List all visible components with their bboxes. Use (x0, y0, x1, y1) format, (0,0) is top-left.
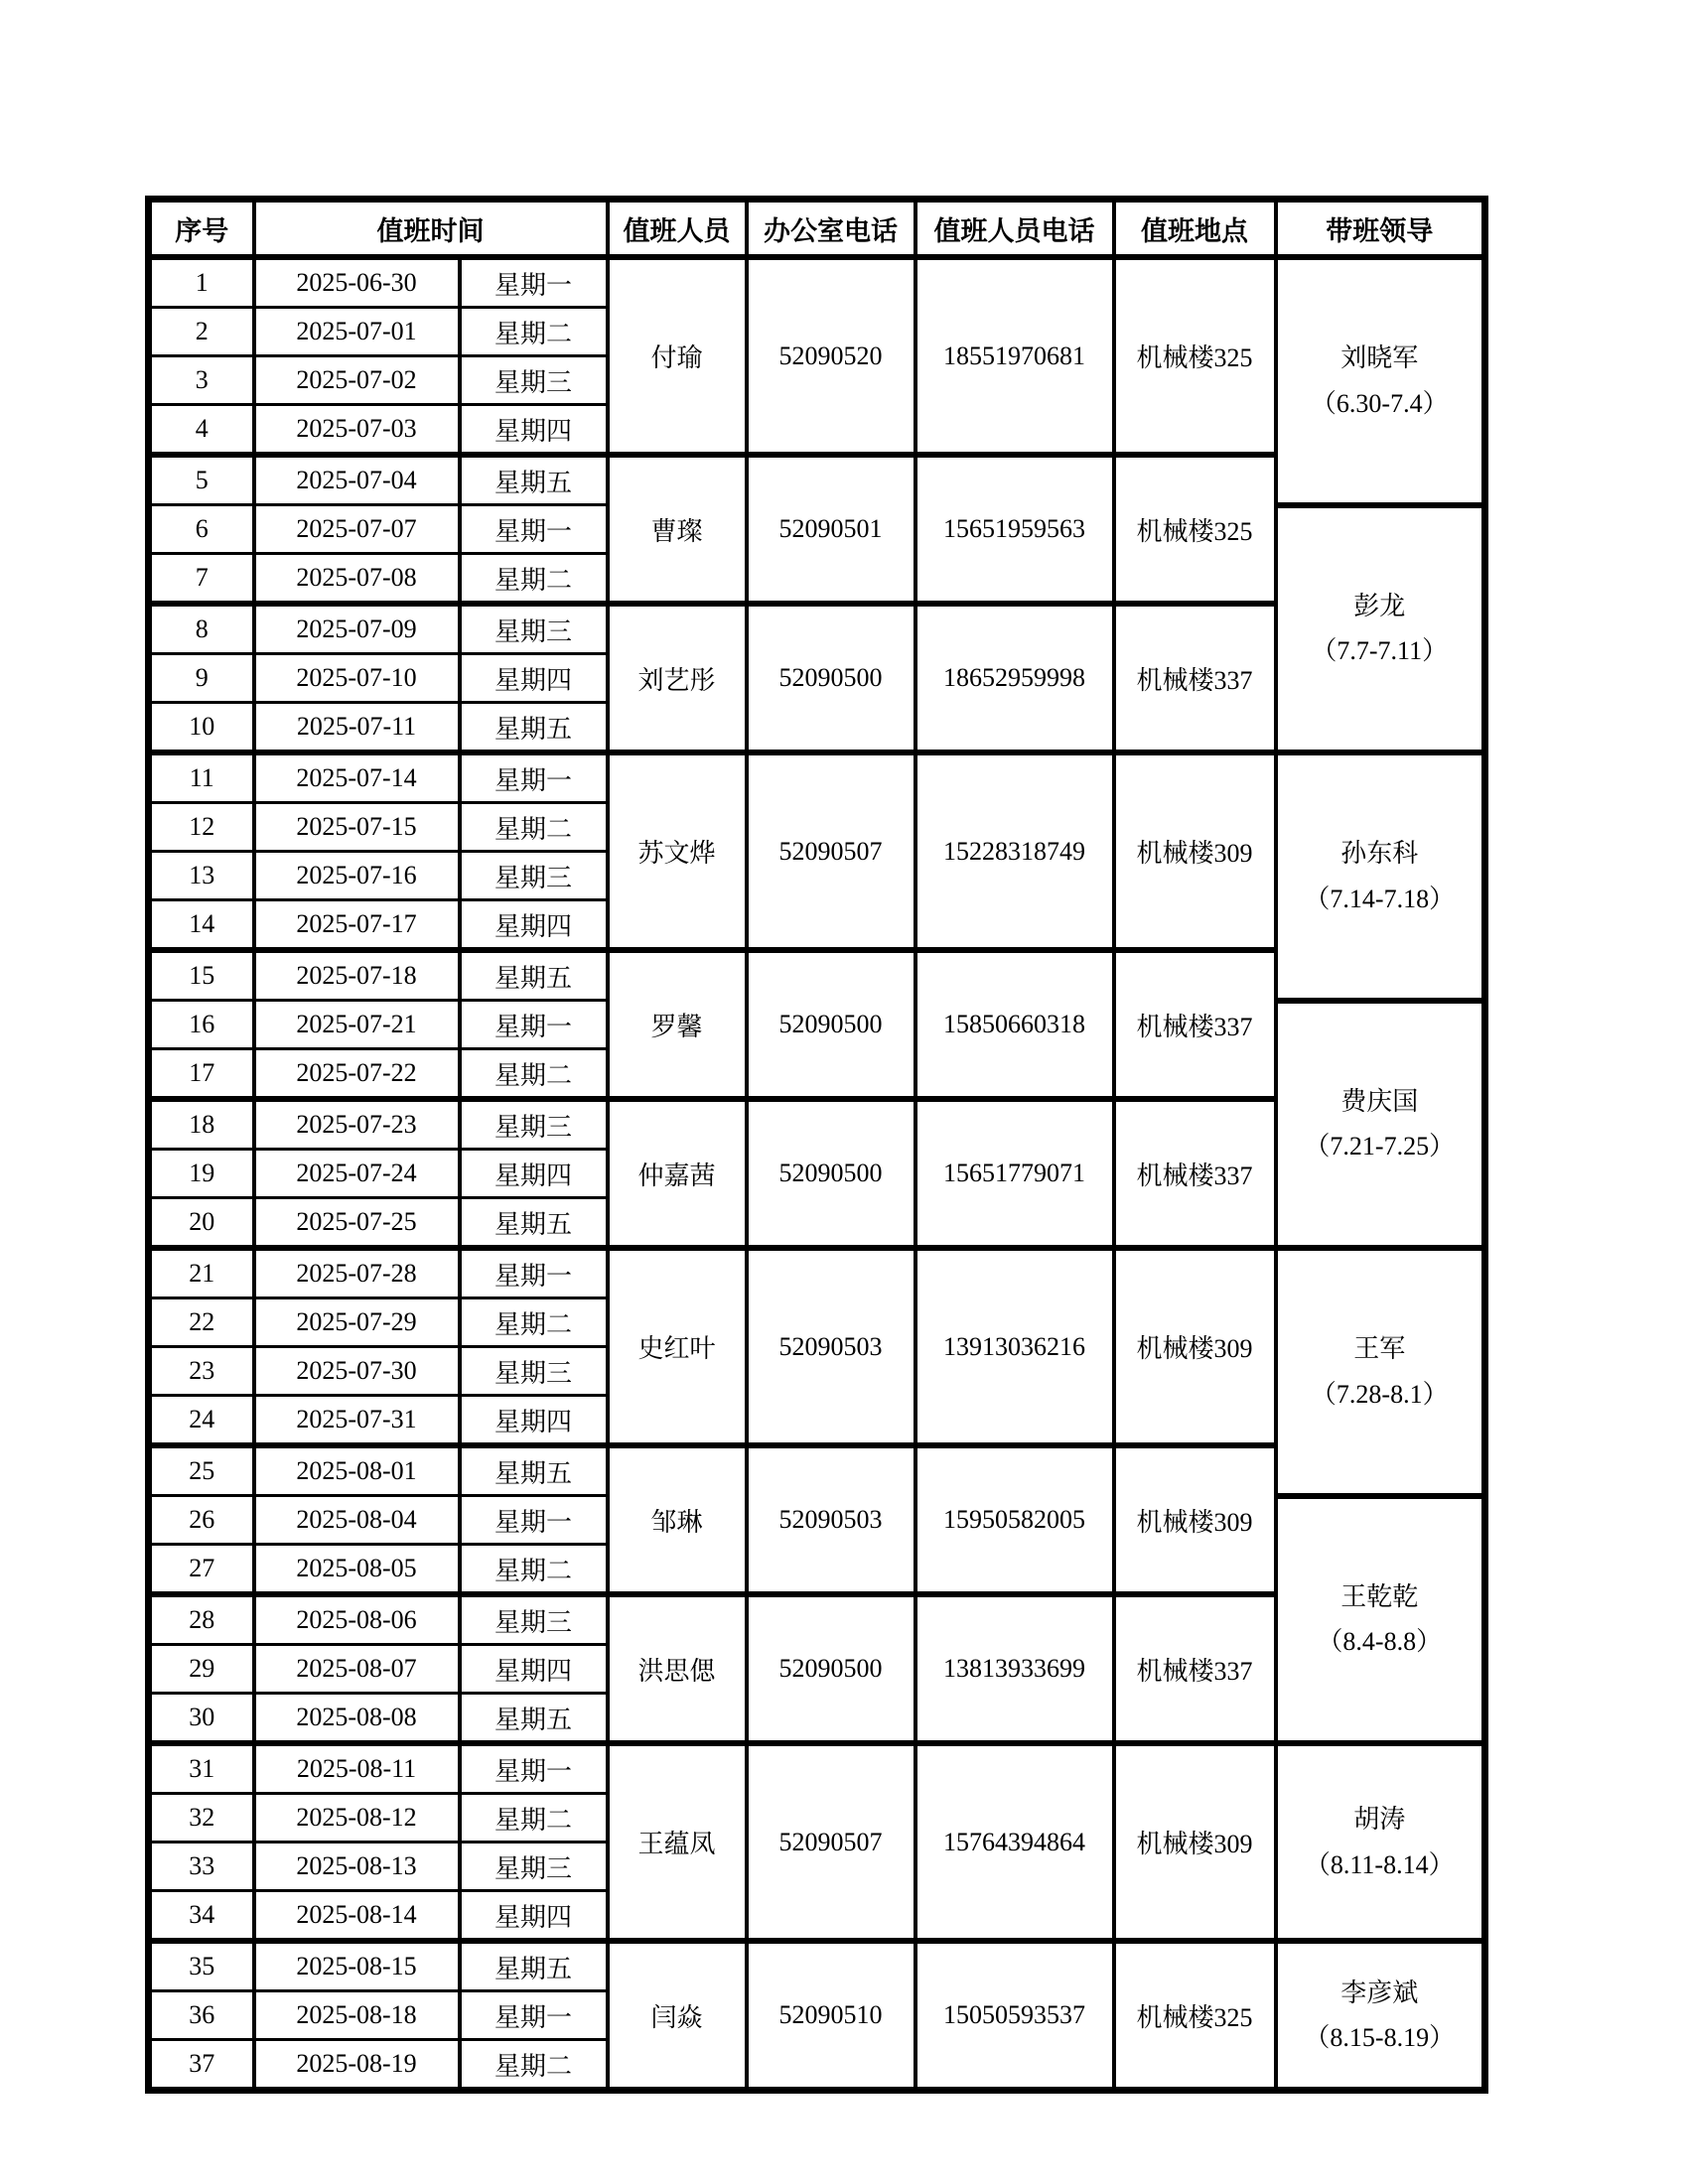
duty-location-cell: 机械楼325 (1114, 1941, 1276, 2091)
leader-date-range: （7.28-8.1） (1310, 1379, 1449, 1409)
duty-person-cell: 仲嘉茜 (608, 1099, 747, 1248)
duty-date-cell: 2025-08-01 (254, 1445, 460, 1496)
office-phone-cell: 52090500 (747, 1594, 915, 1743)
leader-date-range: （8.11-8.14） (1304, 1849, 1455, 1879)
duty-date-cell: 2025-07-22 (254, 1049, 460, 1100)
leader-cell (1276, 257, 1485, 505)
duty-date-cell: 2025-07-23 (254, 1099, 460, 1150)
duty-date-cell: 2025-06-30 (254, 257, 460, 308)
duty-date-cell: 2025-07-17 (254, 900, 460, 951)
duty-location-cell: 机械楼309 (1114, 1248, 1276, 1445)
row-index-cell: 23 (149, 1347, 254, 1396)
weekday-cell: 星期一 (460, 752, 608, 803)
weekday-cell: 星期四 (460, 1891, 608, 1942)
weekday-cell: 星期二 (460, 2040, 608, 2091)
duty-location-cell: 机械楼337 (1114, 1594, 1276, 1743)
office-phone-cell: 52090507 (747, 752, 915, 950)
duty-date-cell: 2025-08-12 (254, 1794, 460, 1843)
person-phone-cell: 13813933699 (915, 1594, 1114, 1743)
row-index-cell: 30 (149, 1694, 254, 1744)
row-index-cell: 36 (149, 1991, 254, 2040)
row-index-cell: 26 (149, 1496, 254, 1545)
duty-date-cell: 2025-07-30 (254, 1347, 460, 1396)
weekday-cell: 星期三 (460, 1099, 608, 1150)
person-phone-cell: 15651959563 (915, 455, 1114, 604)
header-row (149, 200, 1485, 258)
row-index-cell: 15 (149, 950, 254, 1001)
weekday-cell: 星期四 (460, 654, 608, 703)
duty-date-cell: 2025-08-08 (254, 1694, 460, 1744)
duty-date-cell: 2025-08-18 (254, 1991, 460, 2040)
header-office-phone: 办公室电话 (747, 200, 915, 258)
duty-location-cell: 机械楼325 (1114, 257, 1276, 455)
duty-date-cell: 2025-08-13 (254, 1843, 460, 1891)
leader-name: 彭龙 (1353, 591, 1406, 620)
duty-date-cell: 2025-07-03 (254, 405, 460, 456)
weekday-cell: 星期二 (460, 1049, 608, 1100)
duty-date-cell: 2025-07-14 (254, 752, 460, 803)
weekday-cell: 星期五 (460, 1445, 608, 1496)
duty-person-cell: 曹璨 (608, 455, 747, 604)
row-index-cell: 37 (149, 2040, 254, 2091)
leader-name: 刘晓军 (1340, 343, 1419, 373)
leader-name: 王乾乾 (1340, 1581, 1419, 1611)
office-phone-cell: 52090500 (747, 604, 915, 752)
weekday-cell: 星期五 (460, 1694, 608, 1744)
weekday-cell: 星期一 (460, 1991, 608, 2040)
weekday-cell: 星期三 (460, 356, 608, 405)
office-phone-cell: 52090507 (747, 1743, 915, 1941)
weekday-cell: 星期四 (460, 405, 608, 456)
duty-date-cell: 2025-08-05 (254, 1545, 460, 1595)
weekday-cell: 星期二 (460, 308, 608, 356)
duty-date-cell: 2025-08-07 (254, 1645, 460, 1694)
weekday-cell: 星期三 (460, 604, 608, 654)
header-person-phone: 值班人员电话 (915, 200, 1114, 258)
duty-date-cell: 2025-07-31 (254, 1396, 460, 1446)
weekday-cell: 星期五 (460, 1941, 608, 1991)
leader-cell (1276, 1496, 1485, 1744)
row-index-cell: 9 (149, 654, 254, 703)
duty-date-cell: 2025-07-16 (254, 852, 460, 900)
weekday-cell: 星期二 (460, 554, 608, 605)
row-index-cell: 13 (149, 852, 254, 900)
leader-cell (1276, 752, 1485, 1001)
row-index-cell: 3 (149, 356, 254, 405)
row-index-cell: 31 (149, 1743, 254, 1794)
row-index-cell: 25 (149, 1445, 254, 1496)
leader-date-range: （7.14-7.18） (1304, 884, 1456, 913)
duty-person-cell: 苏文烨 (608, 752, 747, 950)
office-phone-cell: 52090500 (747, 950, 915, 1099)
person-phone-cell: 13913036216 (915, 1248, 1114, 1445)
office-phone-cell: 52090503 (747, 1248, 915, 1445)
header-duty-person: 值班人员 (608, 200, 747, 258)
duty-date-cell: 2025-07-09 (254, 604, 460, 654)
row-index-cell: 1 (149, 257, 254, 308)
duty-date-cell: 2025-08-14 (254, 1891, 460, 1942)
duty-date-cell: 2025-07-21 (254, 1001, 460, 1049)
duty-date-cell: 2025-08-11 (254, 1743, 460, 1794)
table-row (149, 1941, 1485, 1991)
leader-date-range: （8.15-8.19） (1304, 2023, 1456, 2052)
duty-date-cell: 2025-07-11 (254, 703, 460, 753)
duty-date-cell: 2025-07-01 (254, 308, 460, 356)
row-index-cell: 29 (149, 1645, 254, 1694)
leader-date-range: （8.4-8.8） (1317, 1627, 1443, 1657)
weekday-cell: 星期一 (460, 1743, 608, 1794)
duty-location-cell: 机械楼309 (1114, 1445, 1276, 1594)
header-index: 序号 (149, 200, 254, 258)
office-phone-cell: 52090503 (747, 1445, 915, 1594)
row-index-cell: 20 (149, 1198, 254, 1249)
leader-name: 胡涛 (1353, 1805, 1406, 1834)
duty-date-cell: 2025-07-10 (254, 654, 460, 703)
table-row (149, 257, 1485, 308)
duty-date-cell: 2025-07-25 (254, 1198, 460, 1249)
weekday-cell: 星期一 (460, 1496, 608, 1545)
header-duty-location: 值班地点 (1114, 200, 1276, 258)
row-index-cell: 5 (149, 455, 254, 505)
duty-date-cell: 2025-07-15 (254, 803, 460, 852)
leader-date-range: （7.7-7.11） (1311, 636, 1449, 666)
person-phone-cell: 15850660318 (915, 950, 1114, 1099)
row-index-cell: 6 (149, 505, 254, 554)
person-phone-cell: 15764394864 (915, 1743, 1114, 1941)
row-index-cell: 8 (149, 604, 254, 654)
duty-location-cell: 机械楼337 (1114, 950, 1276, 1099)
duty-location-cell: 机械楼309 (1114, 752, 1276, 950)
weekday-cell: 星期三 (460, 1347, 608, 1396)
duty-date-cell: 2025-07-08 (254, 554, 460, 605)
weekday-cell: 星期二 (460, 1794, 608, 1843)
leader-date-range: （6.30-7.4） (1310, 388, 1449, 418)
leader-cell (1276, 1743, 1485, 1941)
weekday-cell: 星期一 (460, 1001, 608, 1049)
duty-location-cell: 机械楼337 (1114, 1099, 1276, 1248)
duty-date-cell: 2025-08-06 (254, 1594, 460, 1645)
duty-date-cell: 2025-08-04 (254, 1496, 460, 1545)
leader-cell (1276, 1248, 1485, 1496)
row-index-cell: 18 (149, 1099, 254, 1150)
weekday-cell: 星期三 (460, 852, 608, 900)
duty-date-cell: 2025-07-07 (254, 505, 460, 554)
person-phone-cell: 15651779071 (915, 1099, 1114, 1248)
leader-name: 孙东科 (1340, 839, 1419, 869)
row-index-cell: 10 (149, 703, 254, 753)
row-index-cell: 2 (149, 308, 254, 356)
row-index-cell: 14 (149, 900, 254, 951)
weekday-cell: 星期五 (460, 950, 608, 1001)
leader-name: 王军 (1353, 1334, 1406, 1364)
duty-location-cell: 机械楼337 (1114, 604, 1276, 752)
row-index-cell: 19 (149, 1150, 254, 1198)
duty-person-cell: 罗馨 (608, 950, 747, 1099)
person-phone-cell: 15050593537 (915, 1941, 1114, 2091)
duty-person-cell: 邹琳 (608, 1445, 747, 1594)
duty-date-cell: 2025-07-02 (254, 356, 460, 405)
duty-location-cell: 机械楼309 (1114, 1743, 1276, 1941)
leader-cell (1276, 1941, 1485, 2091)
duty-schedule-table (145, 196, 1488, 2094)
row-index-cell: 21 (149, 1248, 254, 1298)
person-phone-cell: 18652959998 (915, 604, 1114, 752)
weekday-cell: 星期四 (460, 1150, 608, 1198)
weekday-cell: 星期四 (460, 1645, 608, 1694)
row-index-cell: 17 (149, 1049, 254, 1100)
person-phone-cell: 15950582005 (915, 1445, 1114, 1594)
weekday-cell: 星期四 (460, 1396, 608, 1446)
person-phone-cell: 18551970681 (915, 257, 1114, 455)
row-index-cell: 16 (149, 1001, 254, 1049)
weekday-cell: 星期五 (460, 1198, 608, 1249)
weekday-cell: 星期二 (460, 1298, 608, 1347)
row-index-cell: 12 (149, 803, 254, 852)
schedule-table-body (149, 257, 1485, 2091)
row-index-cell: 27 (149, 1545, 254, 1595)
weekday-cell: 星期二 (460, 1545, 608, 1595)
weekday-cell: 星期一 (460, 1248, 608, 1298)
row-index-cell: 11 (149, 752, 254, 803)
weekday-cell: 星期一 (460, 505, 608, 554)
duty-person-cell: 王蕴凤 (608, 1743, 747, 1941)
row-index-cell: 4 (149, 405, 254, 456)
row-index-cell: 32 (149, 1794, 254, 1843)
leader-name: 费庆国 (1340, 1086, 1419, 1116)
office-phone-cell: 52090500 (747, 1099, 915, 1248)
duty-date-cell: 2025-07-04 (254, 455, 460, 505)
duty-date-cell: 2025-07-29 (254, 1298, 460, 1347)
table-row (149, 1743, 1485, 1794)
header-duty-time: 值班时间 (254, 200, 608, 258)
table-row (149, 752, 1485, 803)
leader-cell (1276, 505, 1485, 753)
leader-cell (1276, 1001, 1485, 1249)
leader-name: 李彦斌 (1340, 1978, 1419, 2007)
row-index-cell: 33 (149, 1843, 254, 1891)
duty-date-cell: 2025-07-28 (254, 1248, 460, 1298)
duty-person-cell: 洪思偲 (608, 1594, 747, 1743)
duty-person-cell: 史红叶 (608, 1248, 747, 1445)
row-index-cell: 7 (149, 554, 254, 605)
duty-date-cell: 2025-07-24 (254, 1150, 460, 1198)
duty-date-cell: 2025-07-18 (254, 950, 460, 1001)
leader-date-range: （7.21-7.25） (1304, 1132, 1456, 1161)
duty-person-cell: 闫焱 (608, 1941, 747, 2091)
row-index-cell: 34 (149, 1891, 254, 1942)
weekday-cell: 星期五 (460, 703, 608, 753)
weekday-cell: 星期三 (460, 1843, 608, 1891)
duty-location-cell: 机械楼325 (1114, 455, 1276, 604)
office-phone-cell: 52090510 (747, 1941, 915, 2091)
table-row (149, 1248, 1485, 1298)
header-leader: 带班领导 (1276, 200, 1485, 258)
weekday-cell: 星期三 (460, 1594, 608, 1645)
row-index-cell: 28 (149, 1594, 254, 1645)
row-index-cell: 24 (149, 1396, 254, 1446)
row-index-cell: 35 (149, 1941, 254, 1991)
office-phone-cell: 52090520 (747, 257, 915, 455)
weekday-cell: 星期二 (460, 803, 608, 852)
duty-date-cell: 2025-08-19 (254, 2040, 460, 2091)
office-phone-cell: 52090501 (747, 455, 915, 604)
weekday-cell: 星期四 (460, 900, 608, 951)
weekday-cell: 星期五 (460, 455, 608, 505)
duty-person-cell: 付瑜 (608, 257, 747, 455)
duty-date-cell: 2025-08-15 (254, 1941, 460, 1991)
duty-person-cell: 刘艺彤 (608, 604, 747, 752)
row-index-cell: 22 (149, 1298, 254, 1347)
weekday-cell: 星期一 (460, 257, 608, 308)
person-phone-cell: 15228318749 (915, 752, 1114, 950)
